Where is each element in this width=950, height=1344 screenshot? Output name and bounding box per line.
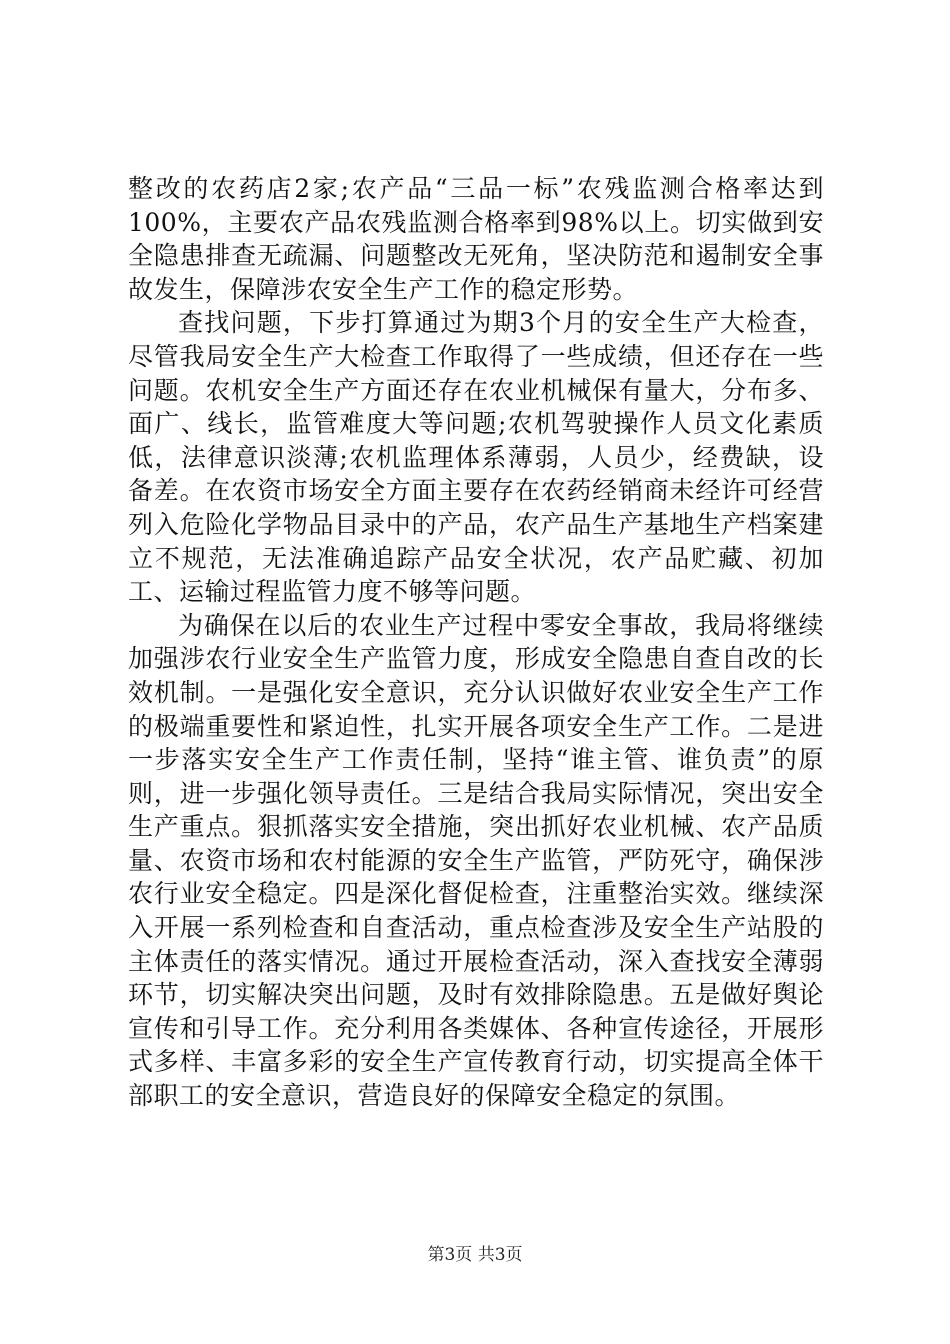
page-footer: 第3页 共3页 bbox=[427, 1245, 523, 1265]
document-body bbox=[128, 172, 824, 1113]
paragraph-measures: 为确保在以后的农业生产过程中零安全事故，我局将继续加强涉农行业安全生产监管力度，形成安全隐患自查自改的长效机制。一是强化安全意识，充分认识做好农业安全生产工作的极端重要性和紧迫性，扎实开展各项安全生产工作。二是进一步落实安全生产工作责任制，坚持“谁主管、谁负责”的原则，进一步强化领导责任。三是结合我局实际情况，突出安全生产重点。狠抓落实安全措施，突出抓好农业机械、农产品质量、农资市场和农村能源的安全生产监管，严防死守，确保涉农行业安全稳定。四是深化督促检查，注重整治实效。继续深入开展一系列检查和自查活动，重点检查涉及安全生产站股的主体责任的落实情况。通过开展检查活动，深入查找安全薄弱环节，切实解决突出问题，及时有效排除隐患。五是做好舆论宣传和引导工作。充分利用各类媒体、各种宣传途径，开展形式多样、丰富多彩的安全生产宣传教育行动，切实提高全体干部职工的安全意识，营造良好的保障安全稳定的氛围。 bbox=[128, 610, 824, 1111]
paragraph-problems: 查找问题，下步打算通过为期3个月的安全生产大检查，尽管我局安全生产大检查工作取得了一些成绩，但还存在一些问题。农机安全生产方面还存在农业机械保有量大，分布多、面广、线长，监管难度大等问题;农机驾驶操作人员文化素质低，法律意识淡薄;农机监理体系薄弱，人员少，经费缺，设备差。在农资市场安全方面主要存在农药经销商未经许可经营列入危险化学物品目录中的产品，农产品生产基地生产档案建立不规范，无法准确追踪产品安全状况，农产品贮藏、初加工、运输过程监管力度不够等问题。 bbox=[128, 308, 824, 607]
paragraph-continuation: 整改的农药店2家;农产品“三品一标”农残监测合格率达到100%，主要农产品农残监测合格率到98%以上。切实做到安全隐患排查无疏漏、问题整改无死角，坚决防范和遏制安全事故发生，保障涉农安全生产工作的稳定形势。 bbox=[128, 174, 824, 304]
